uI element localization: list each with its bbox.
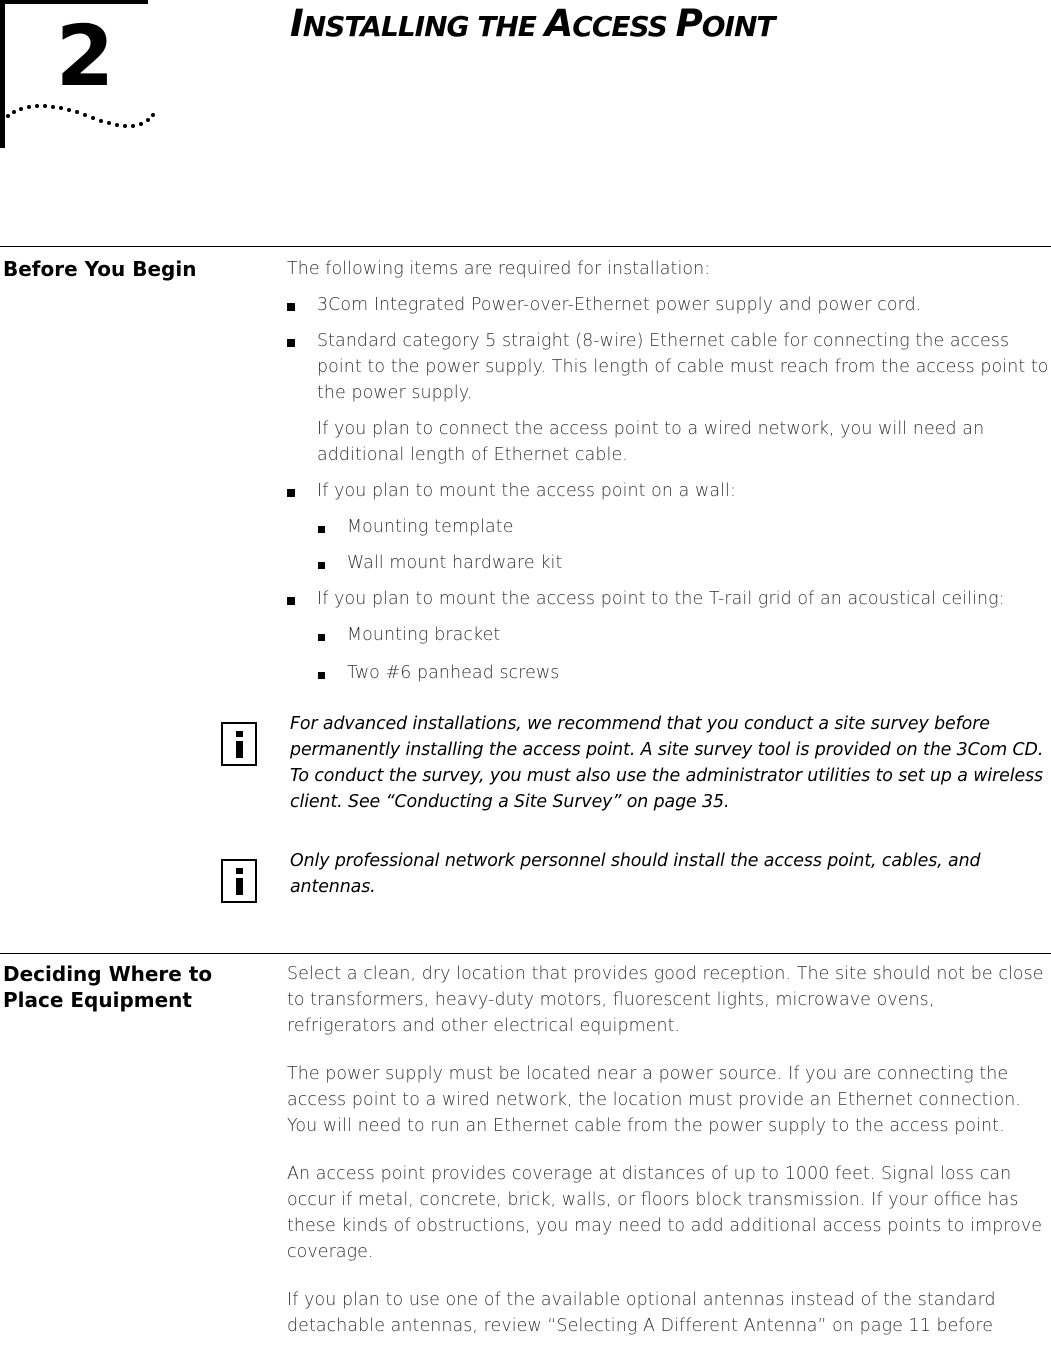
info-i-glyph — [223, 861, 255, 901]
bullet-icon — [287, 303, 295, 311]
list-item: Standard category 5 straight (8-wire) Ethernet cable for connecting the access point to the power supply. This length of cable must reach from the access point to the power supply. — [287, 328, 1049, 406]
placement-paragraph: An access point provides coverage at distances of up to 1000 feet. Signal loss can occur if metal, concrete, brick, walls, or ﬂoors block transmission. If your ofﬁce has these kinds of obstructions, you may need to add additional access points to improve coverage. — [287, 1164, 1043, 1262]
placement-paragraph: The power supply must be located near a power source. If you are connecting the access point to a wired network, the location must provide an Ethernet connection. You will need to run an Ethernet cable from the power supply to the access point. — [287, 1064, 1021, 1136]
chapter-box-top-rule — [0, 0, 148, 4]
placement-paragraph: If you plan to use one of the available optional antennas instead of the standard detachable antennas, review “Selecting A Different Antenna” on page 11 before — [287, 1290, 996, 1336]
bullet-icon — [318, 562, 325, 569]
section-heading-deciding-where: Deciding Where to Place Equipment — [3, 962, 213, 1012]
list-item: 3Com Integrated Power-over-Ethernet power supply and power cord. — [287, 292, 1049, 318]
bullet-icon — [318, 634, 325, 641]
info-i-glyph — [223, 724, 255, 764]
sub-list-item: Wall mount hardware kit — [287, 550, 1049, 576]
chapter-number: 2 — [55, 7, 115, 105]
list-item: If you plan to mount the access point on a wall: — [287, 478, 1049, 504]
chapter-box-left-rule — [0, 0, 5, 148]
bullet-icon — [318, 526, 325, 533]
bullet-icon — [318, 672, 325, 679]
sub-list-item: Mounting template — [287, 514, 1049, 540]
list-item: If you plan to mount the access point to the T-rail grid of an acoustical ceiling: — [287, 586, 1049, 612]
bullet-icon — [287, 339, 295, 347]
placement-paragraph: Select a clean, dry location that provides good reception. The site should not be close to transformers, heavy-duty motors, ﬂuorescent lights, microwave ovens, refrigerators and other electrical equipment. — [287, 964, 1044, 1036]
note-professional-install: Only professional network personnel should install the access point, cables, and antennas. — [290, 851, 981, 897]
section-heading-before-you-begin: Before You Begin — [3, 257, 197, 281]
list-item-continuation: If you plan to connect the access point to a wired network, you will need an additional length of Ethernet cable. — [317, 419, 985, 465]
info-icon — [221, 722, 257, 766]
section-divider — [0, 246, 1051, 247]
chapter-title: INSTALLING THE ACCESS POINT — [290, 2, 775, 45]
bullet-icon — [287, 489, 295, 497]
note-site-survey: For advanced installations, we recommend that you conduct a site survey before permanently installing the access point. A site survey tool is provided on the 3Com CD. To conduct the survey, you must also use the administrator utilities to set up a wireless client. See “Conducting a Site Survey” on page 35. — [290, 714, 1044, 812]
sub-list-item: Two #6 panhead screws — [287, 660, 1049, 686]
dotted-wave-decoration — [6, 98, 156, 134]
intro-paragraph: The following items are required for installation: — [287, 259, 711, 279]
placement-body — [287, 961, 1049, 1339]
chapter-number-box — [0, 0, 148, 148]
bullet-icon — [287, 597, 295, 605]
section-divider — [0, 953, 1051, 954]
sub-list-item: Mounting bracket — [287, 622, 1049, 648]
before-you-begin-body — [287, 256, 1049, 686]
info-icon — [221, 859, 257, 903]
